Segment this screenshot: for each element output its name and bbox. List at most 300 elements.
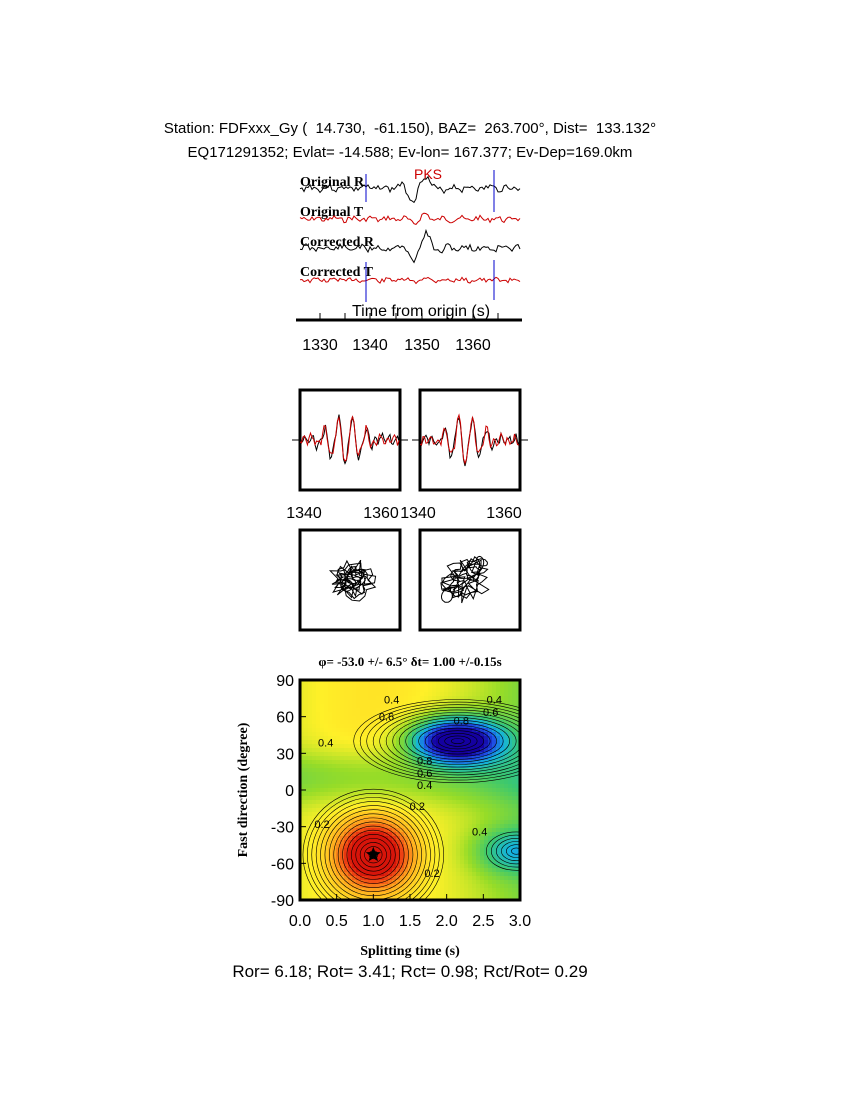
heat-cell [336,788,341,793]
heat-cell [452,768,457,773]
heat-cell [368,700,373,705]
heat-cell [468,868,473,873]
heat-cell [492,688,497,693]
heat-cell [512,824,517,829]
heat-cell [348,700,353,705]
heat-cell [344,772,349,777]
heat-cell [448,844,453,849]
heat-cell [332,852,337,857]
heat-cell [472,808,477,813]
heat-cell [308,780,313,785]
heat-cell [348,768,353,773]
heat-cell [492,784,497,789]
heat-cell [328,720,333,725]
heat-cell [364,792,369,797]
heat-cell [420,684,425,689]
heat-cell [456,832,461,837]
heat-cell [404,780,409,785]
heat-cell [312,708,317,713]
heat-cell [304,684,309,689]
heat-cell [328,712,333,717]
heat-cell [476,888,481,893]
heat-cell [348,736,353,741]
heat-cell [468,796,473,801]
heat-cell [308,772,313,777]
heat-cell [512,816,517,821]
heat-cell [388,688,393,693]
heat-cell [460,688,465,693]
heat-cell [336,720,341,725]
heat-cell [308,800,313,805]
heat-cell [304,888,309,893]
heat-cell [324,764,329,769]
heat-cell [408,736,413,741]
heat-cell [444,876,449,881]
heat-cell [500,800,505,805]
heat-cell [448,864,453,869]
heat-cell [348,688,353,693]
heat-cell [356,760,361,765]
heat-cell [480,880,485,885]
heat-cell [324,732,329,737]
heat-cell [340,692,345,697]
heat-cell [456,816,461,821]
heat-cell [328,688,333,693]
heat-cell [492,824,497,829]
heat-cell [428,800,433,805]
trace-tick-1360: 1360 [455,337,491,354]
x-tick-label: 1.5 [398,913,422,930]
heat-cell [328,716,333,721]
heat-cell [368,772,373,777]
heat-cell [452,888,457,893]
heat-cell [460,856,465,861]
event-header: EQ171291352; Evlat= -14.588; Ev-lon= 167.377; Ev-Dep=169.0km [187,144,633,161]
heat-cell [304,792,309,797]
heat-cell [484,796,489,801]
heat-cell [340,824,345,829]
heat-cell [360,704,365,709]
heat-cell [324,796,329,801]
heat-cell [468,872,473,877]
heat-cell [464,888,469,893]
heat-cell [452,844,457,849]
heat-cell [408,688,413,693]
heat-cell [512,792,517,797]
heat-cell [488,864,493,869]
heat-cell [504,692,509,697]
heat-cell [480,816,485,821]
heat-cell [496,868,501,873]
heat-cell [304,772,309,777]
heat-cell [460,768,465,773]
heat-cell [500,876,505,881]
overlay-waves-original [300,415,399,464]
heat-cell [504,820,509,825]
heat-cell [456,840,461,845]
heat-cell [456,892,461,897]
heat-cell [456,784,461,789]
heat-cell [356,688,361,693]
heat-cell [488,880,493,885]
heat-cell [356,756,361,761]
heat-cell [340,752,345,757]
heat-cell [436,808,441,813]
heat-cell [312,700,317,705]
heat-cell [316,728,321,733]
heat-cell [464,764,469,769]
heat-cell [488,872,493,877]
heat-cell [360,712,365,717]
heat-cell [460,760,465,765]
heat-cell [336,684,341,689]
heat-cell [444,848,449,853]
heat-cell [456,788,461,793]
heat-cell [476,820,481,825]
heat-cell [312,732,317,737]
heat-cell [352,684,357,689]
heat-cell [340,756,345,761]
heat-cell [344,696,349,701]
heat-cell [340,740,345,745]
heat-cell [436,792,441,797]
heat-cell [472,844,477,849]
heat-cell [452,780,457,785]
heat-cell [464,844,469,849]
heat-cell [452,800,457,805]
heat-cell [308,740,313,745]
heat-cell [312,784,317,789]
heat-cell [304,732,309,737]
heat-cell [476,884,481,889]
heat-cell [476,868,481,873]
heat-cell [472,684,477,689]
heat-cell [408,780,413,785]
heat-cell [384,864,389,869]
heat-cell [476,864,481,869]
heat-cell [340,780,345,785]
heat-cell [416,740,421,745]
heat-cell [344,720,349,725]
heat-cell [440,684,445,689]
heat-cell [308,684,313,689]
heat-cell [452,812,457,817]
heat-cell [312,716,317,721]
heat-cell [380,684,385,689]
heat-cell [512,728,517,733]
heat-cell [424,820,429,825]
heat-cell [380,780,385,785]
heat-cell [464,868,469,873]
heat-cell [476,840,481,845]
heat-cell [504,808,509,813]
heat-cell [436,788,441,793]
heat-cell [468,852,473,857]
heat-cell [448,800,453,805]
heat-cell [340,736,345,741]
contour-label: 0.4 [472,826,488,839]
heat-cell [324,760,329,765]
heat-cell [364,712,369,717]
heat-cell [328,728,333,733]
heat-cell [372,876,377,881]
heat-cell [488,812,493,817]
heat-cell [388,684,393,689]
heat-cell [372,704,377,709]
heat-cell [360,860,365,865]
heat-cell [436,796,441,801]
heat-cell [480,792,485,797]
heat-cell [500,816,505,821]
heat-cell [448,692,453,697]
heat-cell [512,888,517,893]
heat-cell [308,756,313,761]
heat-cell [436,684,441,689]
heat-cell [368,780,373,785]
heat-cell [328,724,333,729]
heat-cell [456,824,461,829]
heat-cell [304,780,309,785]
heat-cell [308,716,313,721]
heat-cell [480,868,485,873]
heat-cell [444,852,449,857]
heat-cell [480,840,485,845]
heat-cell [500,824,505,829]
heat-cell [328,752,333,757]
heat-cell [444,872,449,877]
heat-cell [344,732,349,737]
heat-cell [460,872,465,877]
heat-cell [472,868,477,873]
contour-label: 0.2 [424,868,440,881]
heat-cell [512,796,517,801]
footer-stats: Ror= 6.18; Rot= 3.41; Rct= 0.98; Rct/Rot= 0.29 [232,962,588,981]
heat-cell [328,704,333,709]
heat-cell [452,808,457,813]
heat-cell [444,688,449,693]
heat-cell [440,812,445,817]
heat-cell [332,708,337,713]
heat-cell [372,812,377,817]
heat-cell [512,812,517,817]
heat-cell [308,688,313,693]
heat-cell [416,856,421,861]
heat-cell [308,784,313,789]
heat-cell [488,848,493,853]
heat-cell [420,792,425,797]
heat-cell [376,876,381,881]
heat-cell [484,864,489,869]
heat-cell [316,764,321,769]
heat-cell [332,756,337,761]
heat-cell [372,864,377,869]
heat-cell [480,872,485,877]
heat-cell [468,784,473,789]
heat-cell [352,760,357,765]
heat-cell [316,684,321,689]
heat-cell [364,748,369,753]
heat-cell [384,748,389,753]
heat-cell [436,812,441,817]
heat-cell [400,696,405,701]
heat-cell [376,696,381,701]
heat-cell [316,696,321,701]
heat-cell [428,792,433,797]
heat-cell [348,760,353,765]
heat-cell [304,764,309,769]
heat-cell [452,788,457,793]
heat-cell [492,820,497,825]
heat-cell [324,692,329,697]
heat-cell [484,804,489,809]
heat-cell [352,700,357,705]
heat-cell [456,804,461,809]
heat-cell [388,728,393,733]
heat-cell [368,744,373,749]
heat-cell [508,788,513,793]
heat-cell [456,808,461,813]
heat-cell [312,768,317,773]
heat-cell [344,780,349,785]
heat-cell [324,788,329,793]
heat-cell [392,784,397,789]
heat-cell [444,684,449,689]
heat-cell [356,684,361,689]
trace-label-corrected-t: Corrected T [300,265,373,280]
heat-cell [444,832,449,837]
heat-cell [352,688,357,693]
heat-cell [404,748,409,753]
heat-cell [344,728,349,733]
heat-cell [316,716,321,721]
heat-cell [392,780,397,785]
heat-cell [492,796,497,801]
heat-cell [464,692,469,697]
heat-cell [484,892,489,897]
heat-cell [452,892,457,897]
heat-cell [312,776,317,781]
heat-cell [456,856,461,861]
heat-cell [440,736,445,741]
heat-cell [376,772,381,777]
heat-cell [504,804,509,809]
heat-cell [320,752,325,757]
heat-cell [492,868,497,873]
heat-cell [504,880,509,885]
heat-cell [460,792,465,797]
heat-cell [472,804,477,809]
heat-cell [452,796,457,801]
heat-cell [344,744,349,749]
heat-cell [404,732,409,737]
heat-cell [332,784,337,789]
heat-cell [340,720,345,725]
contour-label: 0.8 [417,755,433,768]
heat-cell [472,820,477,825]
heat-cell [312,684,317,689]
heat-cell [476,792,481,797]
heat-cell [508,804,513,809]
heat-cell [416,732,421,737]
heat-cell [332,696,337,701]
heat-cell [436,888,441,893]
heat-cell [388,736,393,741]
heat-cell [368,808,373,813]
heat-cell [464,892,469,897]
heat-cell [448,832,453,837]
heat-cell [496,684,501,689]
heat-cell [472,856,477,861]
heat-cell [512,880,517,885]
heat-cell [456,800,461,805]
heat-cell [360,776,365,781]
heat-cell [332,684,337,689]
heat-cell [320,760,325,765]
heat-cell [480,736,485,741]
heat-cell [460,696,465,701]
heat-cell [440,788,445,793]
heat-cell [400,828,405,833]
heat-cell [356,724,361,729]
heat-cell [484,688,489,693]
heat-cell [448,788,453,793]
heat-cell [492,816,497,821]
heat-cell [512,808,517,813]
heat-cell [308,752,313,757]
heat-cell [448,688,453,693]
heat-cell [352,712,357,717]
heat-cell [440,804,445,809]
heat-cell [468,844,473,849]
heat-cell [396,684,401,689]
heat-cell [384,776,389,781]
heat-cell [344,748,349,753]
heat-cell [456,860,461,865]
heat-cell [384,772,389,777]
contour-label: 0.2 [314,819,330,832]
heat-cell [476,856,481,861]
heat-cell [500,884,505,889]
heat-cell [304,760,309,765]
heat-cell [484,788,489,793]
heat-cell [448,880,453,885]
heat-cell [312,736,317,741]
heat-cell [448,784,453,789]
heat-cell [368,804,373,809]
heat-cell [472,860,477,865]
heat-cell [312,752,317,757]
heat-cell [364,788,369,793]
heat-cell [480,876,485,881]
heat-cell [304,712,309,717]
heat-cell [456,852,461,857]
heat-cell [316,688,321,693]
heat-cell [368,692,373,697]
heat-cell [448,848,453,853]
heat-cell [504,740,509,745]
heat-cell [484,684,489,689]
heat-cell [468,692,473,697]
heat-cell [324,704,329,709]
heat-cell [468,876,473,881]
y-tick-label: 90 [276,673,294,690]
heat-cell [432,696,437,701]
heat-cell [356,712,361,717]
heat-cell [360,684,365,689]
heat-cell [316,756,321,761]
heat-cell [304,752,309,757]
heat-cell [368,736,373,741]
